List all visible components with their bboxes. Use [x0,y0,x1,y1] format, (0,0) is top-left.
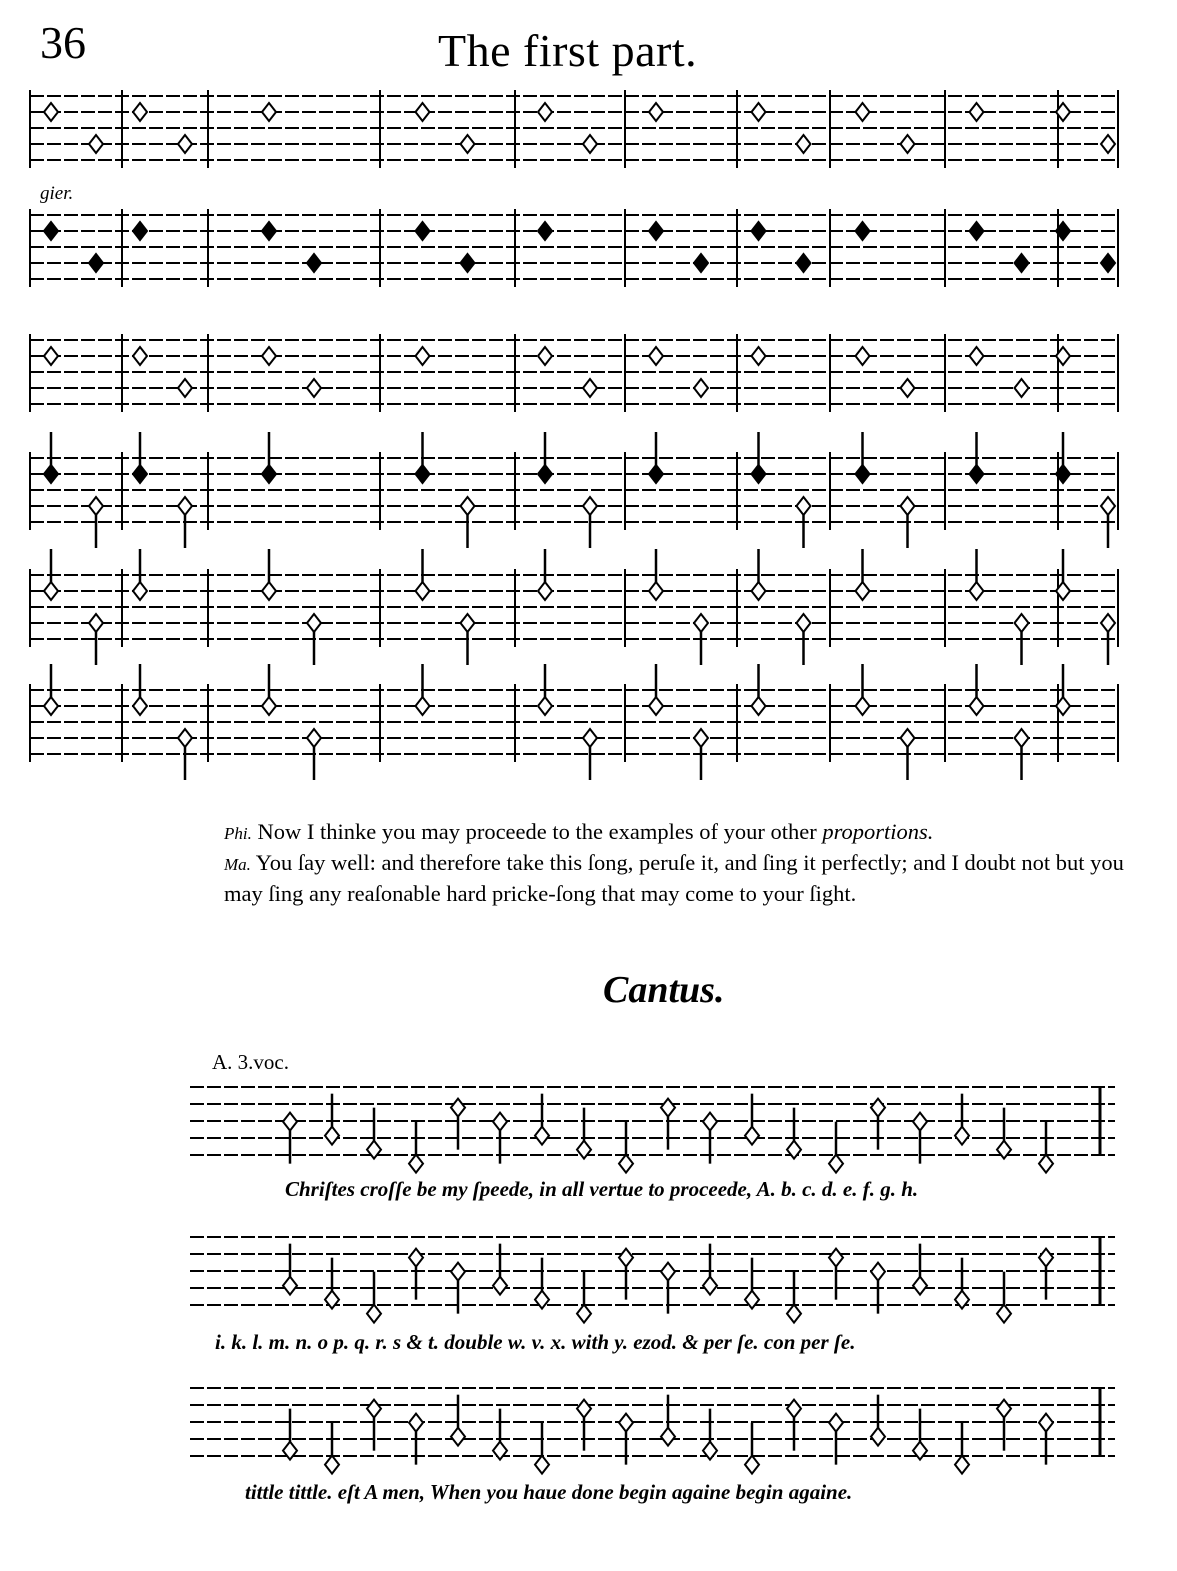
cantus-score [190,1087,1115,1474]
lyric-line-2: i. k. l. m. n. o p. q. r. s & t. double w. v. x. with y. ezod. & per ſe. con per ſe. [215,1330,856,1354]
dialogue-emphasis: proportions. [822,819,934,844]
lyric-line-1: Chriſtes croſſe be my ſpeede, in all vertue to proceede, A. b. c. d. e. f. g. h. [285,1177,919,1201]
page-number: 36 [40,17,86,68]
upper-score [30,90,1118,780]
dialogue-line-master [196,848,1126,908]
section-title: Cantus. [603,969,725,1011]
staff-label: gier. [40,183,74,204]
dialogue-text [196,817,1126,908]
dialogue-text-1: Now I thinke you may proceede to the examples of your other [251,819,823,844]
running-head: The first part. [438,25,698,76]
speaker-ma: Ma. [224,855,251,874]
dialogue-line-philomathes [196,817,1126,848]
dialogue-text-2: You ſay well: and therefore take this ſong, peruſe it, and ſing it perfectly; and I doubt not but you may ſing any reaſonable hard pricke-ſong that may come to your ſight. [224,850,1124,906]
lyric-line-3: tittle tittle. eſt A men, When you haue done begin againe begin againe. [245,1480,853,1504]
voice-label: A. 3.voc. [212,1050,289,1074]
speaker-phi: Phi. [224,824,252,843]
